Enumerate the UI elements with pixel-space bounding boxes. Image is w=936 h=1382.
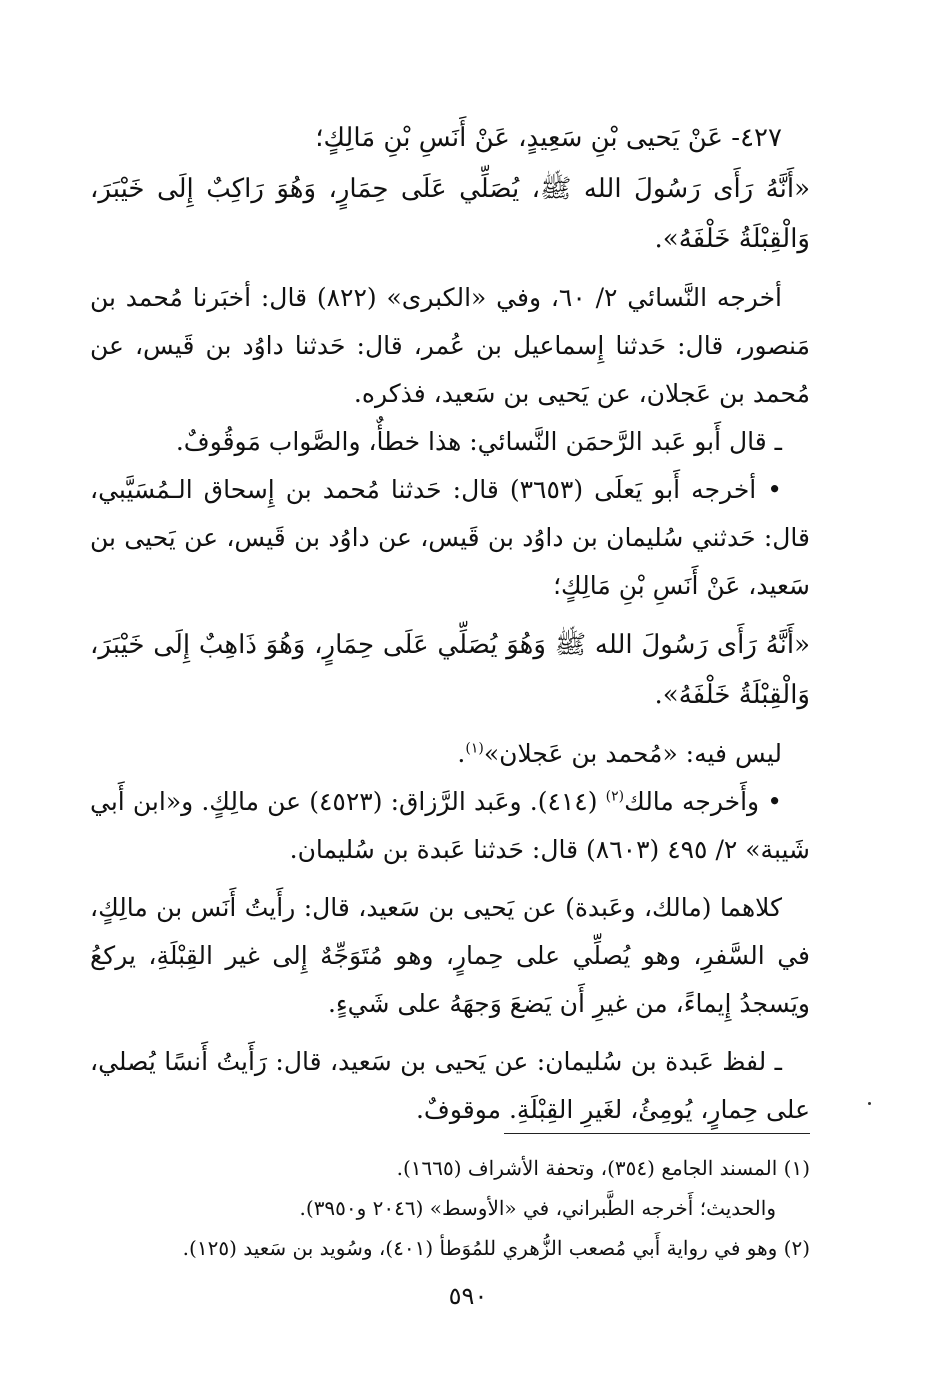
nasai-comment: ـ قال أَبو عَبد الرَّحمَن النَّسائي: هذا خطأٌ، والصَّواب مَوقُوفٌ. bbox=[175, 427, 782, 456]
page-number: ٥٩٠ bbox=[448, 1282, 488, 1310]
takhrij-abu-yala: • أخرجه أَبو يَعلَى (٣٦٥٣) قال: حَدثنا مُحمد بن إِسحاق الـمُسَيَّبي، قال: حَدثني سُليمان بن داوُد بن قَيس، عن داوُد بن قَيس، عن يَحيى بن سَعيد، عَنْ أَنَسِ بْنِ مَالِكٍ؛ bbox=[90, 475, 810, 600]
takhrij-nasai: أخرجه النَّسائي ٢/ ٦٠، وفي «الكبرى» (٨٢٢) قال: أخبَرنا مُحمد بن مَنصور، قال: حَدثنا إِسماعيل بن عُمر، قال: حَدثنا داوُد بن قَيس، عن مُحمد بن عَجلان، عن يَحيى بن سَعيد، فذكره. bbox=[90, 283, 810, 408]
takhrij-malik-lead: • وأَخرجه مالك bbox=[624, 787, 782, 816]
margin-dot bbox=[868, 1102, 871, 1105]
missing-narrator-text: ليس فيه: «مُحمد بن عَجلان» bbox=[483, 739, 782, 768]
takhrij-malik-rest: (٤١٤). وعَبد الرَّزاق: (٤٥٢٣) عن مالِكٍ. و«ابن أَبي شَيبة» ٢/ ٤٩٥ (٨٦٠٣) قال: حَدثنا عَبدة بن سُليمان. bbox=[90, 787, 810, 864]
abda-wording: ـ لفظ عَبدة بن سُليمان: عن يَحيى بن سَعيد، قال: رَأَيتُ أَنسًا يُصلي، على حِمارٍ، يُومِئُ، لغَيرِ القِبْلَةِ. موقوفٌ. bbox=[90, 1047, 810, 1124]
main-text bbox=[90, 112, 810, 1134]
footnote-mark-2[interactable]: (٢) bbox=[605, 788, 625, 805]
footnote-2: (٢) وهو في رواية أَبي مُصعب الزُّهري للمُوَطأ (٤٠١)، وسُويد بن سَعيد (١٢٥). bbox=[182, 1236, 810, 1260]
footnote-1-continuation: والحديث؛ أَخرجه الطَّبراني، في «الأوسط» (٢٠٤٦ و٣٩٥٠). bbox=[299, 1196, 776, 1220]
footnote-1: (١) المسند الجامع (٣٥٤)، وتحفة الأشراف (١٦٦٥). bbox=[396, 1156, 810, 1180]
footnote-divider bbox=[504, 1133, 810, 1134]
hadith-variant-text: «أَنَّهُ رَأَى رَسُولَ الله ﷺ وَهُوَ يُصَلِّي عَلَى حِمَارٍ، وَهُوَ ذَاهِبٌ إِلَى خَيْبَرَ، وَالْقِبْلَةُ خَلْفَهُ». bbox=[90, 630, 810, 710]
combined-narration: كلاهما (مالك، وعَبدة) عن يَحيى بن سَعيد، قال: رأَيتُ أَنَس بن مالِكٍ، في السَّفرِ، وهو يُصلِّي على حِمارٍ، وهو مُتَوَجِّهٌ إِلى غير القِبْلَةِ، يركعُ ويَسجدُ إِيماءً، من غيرِ أَن يَضعَ وَجهَهُ على شَيءٍ. bbox=[90, 893, 810, 1018]
hadith-heading: ٤٢٧- عَنْ يَحيى بْنِ سَعِيدٍ، عَنْ أَنَسِ بْنِ مَالِكٍ؛ bbox=[315, 123, 782, 153]
footnote-mark-1[interactable]: (١) bbox=[465, 740, 484, 757]
hadith-text: «أَنَّهُ رَأَى رَسُولَ الله ﷺ، يُصَلِّي عَلَى حِمَارٍ، وَهُوَ رَاكِبٌ إِلَى خَيْبَرَ، وَالْقِبْلَةُ خَلْفَهُ». bbox=[90, 174, 810, 254]
missing-narrator-note: ليس فيه: «مُحمد بن عَجلان»$^{(١)}$. bbox=[457, 739, 782, 768]
footnotes bbox=[90, 1148, 810, 1268]
takhrij-malik bbox=[90, 778, 810, 874]
